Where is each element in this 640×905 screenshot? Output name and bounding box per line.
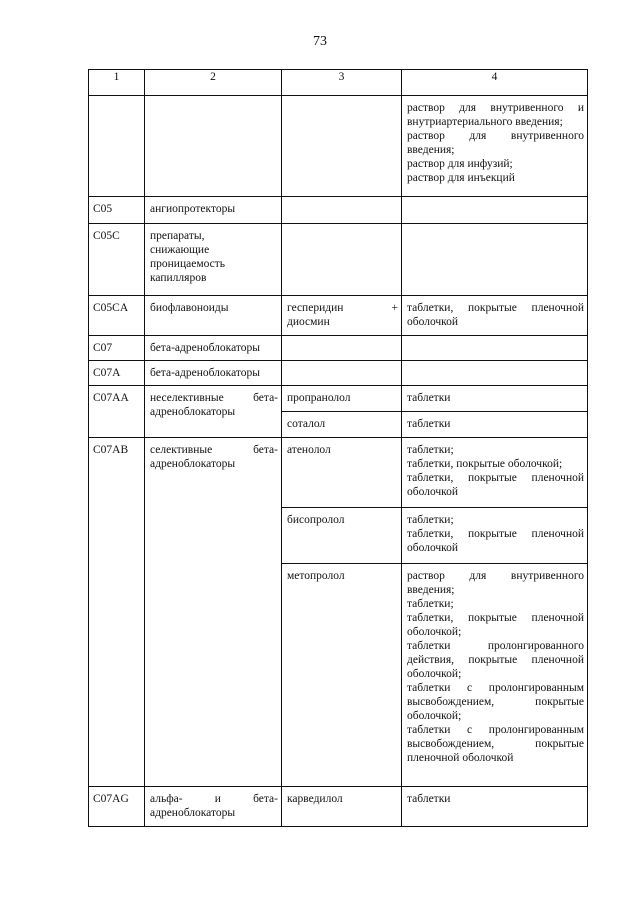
drug-name: атенолол (287, 444, 331, 456)
dosage-forms: таблетки, покрытые пленочной оболочкой (407, 302, 584, 328)
table-row (89, 438, 588, 508)
dosage-forms: таблетки (407, 418, 451, 430)
atc-code: C07AB (93, 444, 129, 456)
atc-code: C05 (93, 203, 113, 215)
dosage-forms (402, 361, 587, 369)
drug-name: соталол (287, 418, 326, 430)
atc-code: C05CA (93, 302, 129, 314)
atc-code (89, 96, 144, 104)
table-row (89, 386, 588, 412)
pharm-group: препараты, снижающие проницаемость капилляров (150, 230, 226, 284)
dosage-forms (402, 197, 587, 205)
header-cell: 1 (89, 70, 145, 96)
pharm-group: ангиопротекторы (150, 203, 236, 215)
drug-table (88, 69, 588, 827)
dosage-forms: таблетки (407, 793, 451, 805)
table-row (89, 296, 588, 336)
drug-name (282, 224, 401, 232)
dosage-forms (402, 224, 587, 232)
table-row (89, 787, 588, 827)
pharm-group: биофлавоноиды (150, 302, 229, 314)
drug-name (282, 96, 401, 104)
table-row (89, 336, 588, 361)
atc-code: C07AG (93, 793, 129, 805)
pharm-group: неселективные бета-адреноблокаторы (150, 392, 278, 418)
table-row (89, 361, 588, 386)
pharm-group: селективные бета-адреноблокаторы (150, 444, 278, 470)
pharm-group: альфа- и бета-адреноблокаторы (150, 793, 278, 819)
drug-name (282, 197, 401, 205)
drug-name: метопролол (287, 570, 345, 582)
pharm-group (145, 96, 281, 104)
drug-name (282, 361, 401, 369)
drug-name (282, 336, 401, 344)
drug-name: пропранолол (287, 392, 351, 404)
header-cell: 4 (402, 70, 588, 96)
atc-code: C05C (93, 230, 120, 242)
pharm-group: бета-адреноблокаторы (150, 342, 260, 354)
table-header-row (89, 70, 588, 96)
header-cell: 2 (145, 70, 282, 96)
dosage-forms: таблетки; таблетки, покрытые оболочкой; таблетки, покрытые пленочной оболочкой (407, 444, 584, 498)
pharm-group: бета-адреноблокаторы (150, 367, 260, 379)
table-row (89, 224, 588, 296)
drug-name: карведилол (287, 793, 343, 805)
dosage-forms: таблетки (407, 392, 451, 404)
dosage-forms: раствор для внутривенного и внутриартериального введения; раствор для внутривенного введения; раствор для инфузий; раствор для инъекций (407, 102, 584, 184)
dosage-forms: раствор для внутривенного введения; таблетки; таблетки, покрытые пленочной оболочкой; таблетки пролонгированного действия, покрытые пленочной оболочкой; таблетки с пролонгированным высвобождением, покрытые оболочкой; таблетки с пролонгированным высвобождением, покрытые пленочной оболочкой (407, 570, 584, 764)
page-number: 73 (313, 34, 327, 49)
header-cell: 3 (282, 70, 402, 96)
drug-name: бисопролол (287, 514, 345, 526)
table-row (89, 197, 588, 224)
atc-code: C07A (93, 367, 121, 379)
drug-name: гесперидин + диосмин (287, 302, 398, 328)
atc-code: C07 (93, 342, 113, 354)
table-row (89, 96, 588, 197)
atc-code: C07AA (93, 392, 129, 404)
dosage-forms (402, 336, 587, 344)
dosage-forms: таблетки; таблетки, покрытые пленочной оболочкой (407, 514, 584, 554)
